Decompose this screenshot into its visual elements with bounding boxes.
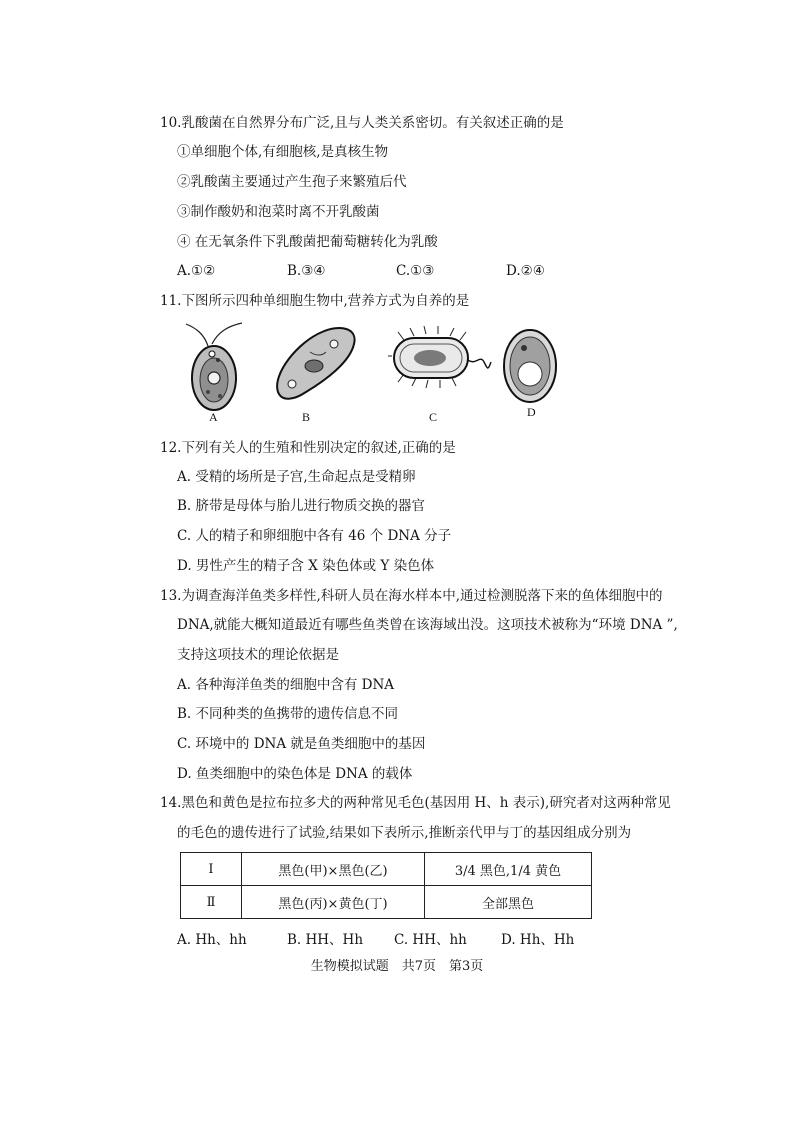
q10-statement-4: ④ 在无氧条件下乳酸菌把葡萄糖转化为乳酸 [177, 234, 438, 250]
figure-a-euglena[interactable] [178, 320, 250, 412]
table-cell-cross: 黑色(丙)×黄色(丁) [242, 886, 425, 919]
table-cell-group: Ⅱ [181, 886, 242, 919]
q12-option-b[interactable]: B. 脐带是母体与胎儿进行物质交换的器官 [177, 498, 426, 514]
q10-option-a[interactable]: A.①② [177, 263, 216, 279]
q14-option-d[interactable]: D. Hh、Hh [501, 932, 575, 948]
table-cell-cross: 黑色(甲)×黑色(乙) [242, 853, 425, 886]
q14-option-c[interactable]: C. HH、hh [394, 932, 467, 948]
figure-c-label: C [429, 410, 438, 424]
q13-option-a[interactable]: A. 各种海洋鱼类的细胞中含有 DNA [177, 677, 395, 693]
q10-option-c[interactable]: C.①③ [396, 263, 435, 279]
q10-stem: 10.乳酸菌在自然界分布广泛,且与人类关系密切。有关叙述正确的是 [160, 115, 564, 131]
figure-d-yeast[interactable] [500, 326, 560, 406]
figure-a-label: A [209, 410, 218, 424]
q14-results-table [180, 852, 592, 919]
q10-statement-2: ②乳酸菌主要通过产生孢子来繁殖后代 [177, 174, 407, 190]
table-row [181, 853, 592, 886]
q10-statement-3: ③制作酸奶和泡菜时离不开乳酸菌 [177, 204, 380, 220]
q13-stem-line-2: DNA,就能大概知道最近有哪些鱼类曾在该海域出没。这项技术被称为“环境 DNA ”, [177, 617, 678, 633]
table-row [181, 886, 592, 919]
page-footer: 生物模拟试题 共7页 第3页 [310, 959, 484, 974]
q13-stem-line-1: 13.为调查海洋鱼类多样性,科研人员在海水样本中,通过检测脱落下来的鱼体细胞中的 [160, 588, 663, 604]
q14-stem-line-2: 的毛色的遗传进行了试验,结果如下表所示,推断亲代甲与丁的基因组成分别为 [177, 825, 632, 841]
figure-b-label: B [302, 410, 311, 424]
q12-stem: 12.下列有关人的生殖和性别决定的叙述,正确的是 [160, 440, 456, 456]
q13-option-b[interactable]: B. 不同种类的鱼携带的遗传信息不同 [177, 706, 399, 722]
q14-stem-line-1: 14.黑色和黄色是拉布拉多犬的两种常见毛色(基因用 H、h 表示),研究者对这两种常见 [160, 795, 671, 811]
q13-stem-line-3: 支持这项技术的理论依据是 [177, 647, 339, 663]
table-cell-result: 全部黑色 [425, 886, 592, 919]
q11-stem: 11.下图所示四种单细胞生物中,营养方式为自养的是 [160, 293, 470, 309]
q10-option-d[interactable]: D.②④ [506, 263, 545, 279]
q12-option-c[interactable]: C. 人的精子和卵细胞中各有 46 个 DNA 分子 [177, 528, 452, 544]
figure-d-label: D [527, 405, 536, 419]
q10-option-b[interactable]: B.③④ [287, 263, 326, 279]
q10-statement-1: ①单细胞个体,有细胞核,是真核生物 [177, 144, 389, 160]
q13-option-d[interactable]: D. 鱼类细胞中的染色体是 DNA 的载体 [177, 766, 413, 782]
q12-option-d[interactable]: D. 男性产生的精子含 X 染色体或 Y 染色体 [177, 558, 435, 574]
q14-option-b[interactable]: B. HH、Hh [287, 932, 364, 948]
q13-option-c[interactable]: C. 环境中的 DNA 就是鱼类细胞中的基因 [177, 736, 426, 752]
figure-b-paramecium[interactable] [270, 322, 360, 404]
table-cell-result: 3/4 黑色,1/4 黄色 [425, 853, 592, 886]
q14-option-a[interactable]: A. Hh、hh [177, 932, 247, 948]
table-cell-group: Ⅰ [181, 853, 242, 886]
figure-c-bacterium[interactable] [388, 326, 492, 392]
q12-option-a[interactable]: A. 受精的场所是子宫,生命起点是受精卵 [177, 469, 416, 485]
